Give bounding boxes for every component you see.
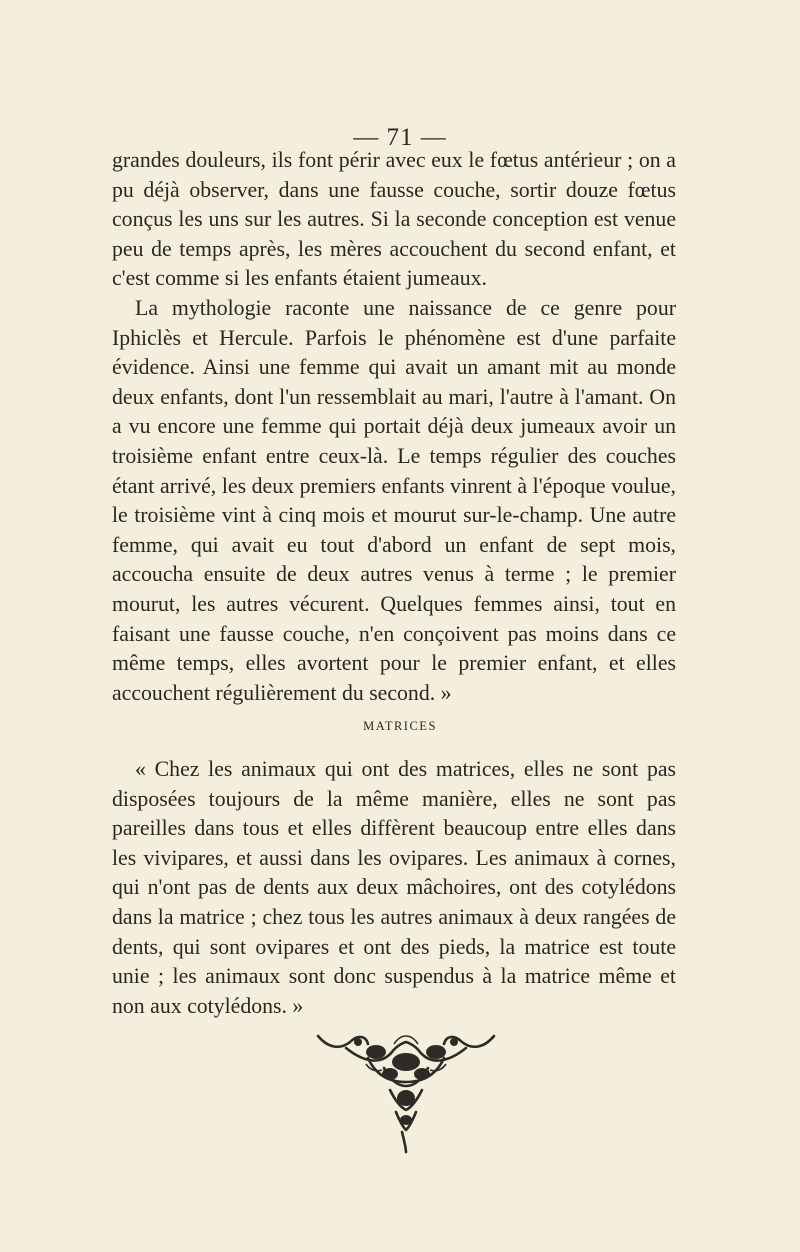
decorative-vignette-icon [306, 1030, 506, 1155]
paragraph-1: grandes douleurs, ils font périr avec eux le fœtus antérieur ; on a pu déjà observer, dans une fausse couche, sortir douze fœtus conçus les uns sur les autres. Si la seconde conception est venue peu de temps après, les mères accouchent du second enfant, et c'est comme si les enfants étaient jumeaux. [112, 148, 676, 291]
page-number: — 71 — [353, 124, 447, 151]
body-text-lower [112, 755, 676, 1021]
section-heading: MATRICES [363, 719, 437, 733]
body-text-upper [112, 146, 676, 708]
vignette-drawing [306, 1030, 506, 1155]
paragraph-3: « Chez les animaux qui ont des matrices, elles ne sont pas disposées toujours de la même manière, elles ne sont pas pareilles dans tous et elles diffèrent beaucoup entre elles dans les vivipares, et aussi dans les ovipares. Les animaux à cornes, qui n'ont pas de dents aux deux mâchoires, ont des cotylédons dans la matrice ; chez tous les autres animaux à deux rangées de dents, qui sont ovipares et ont des pieds, la matrice est toute unie ; les animaux sont donc suspendus à la matrice même et non aux cotylédons. » [112, 757, 676, 1018]
paragraph-2: La mythologie raconte une naissance de ce genre pour Iphiclès et Hercule. Parfois le phénomène est d'une parfaite évidence. Ainsi une femme qui avait un amant mit au monde deux enfants, dont l'un ressemblait au mari, l'autre à l'amant. On a vu encore une femme qui portait déjà deux jumeaux avoir un troisième enfant entre ceux-là. Le temps régulier des couches étant arrivé, les deux premiers enfants vinrent à l'époque voulue, le troisième vint à cinq mois et mourut sur-le-champ. Une autre femme, qui avait eu tout d'abord un enfant de sept mois, accoucha ensuite de deux autres venus à terme ; le premier mourut, les autres vécurent. Quelques femmes ainsi, tout en faisant une fausse couche, n'en conçoivent pas moins dans ce même temps, elles avortent pour le premier enfant, et elles accouchent régulièrement du second. » [112, 295, 676, 705]
